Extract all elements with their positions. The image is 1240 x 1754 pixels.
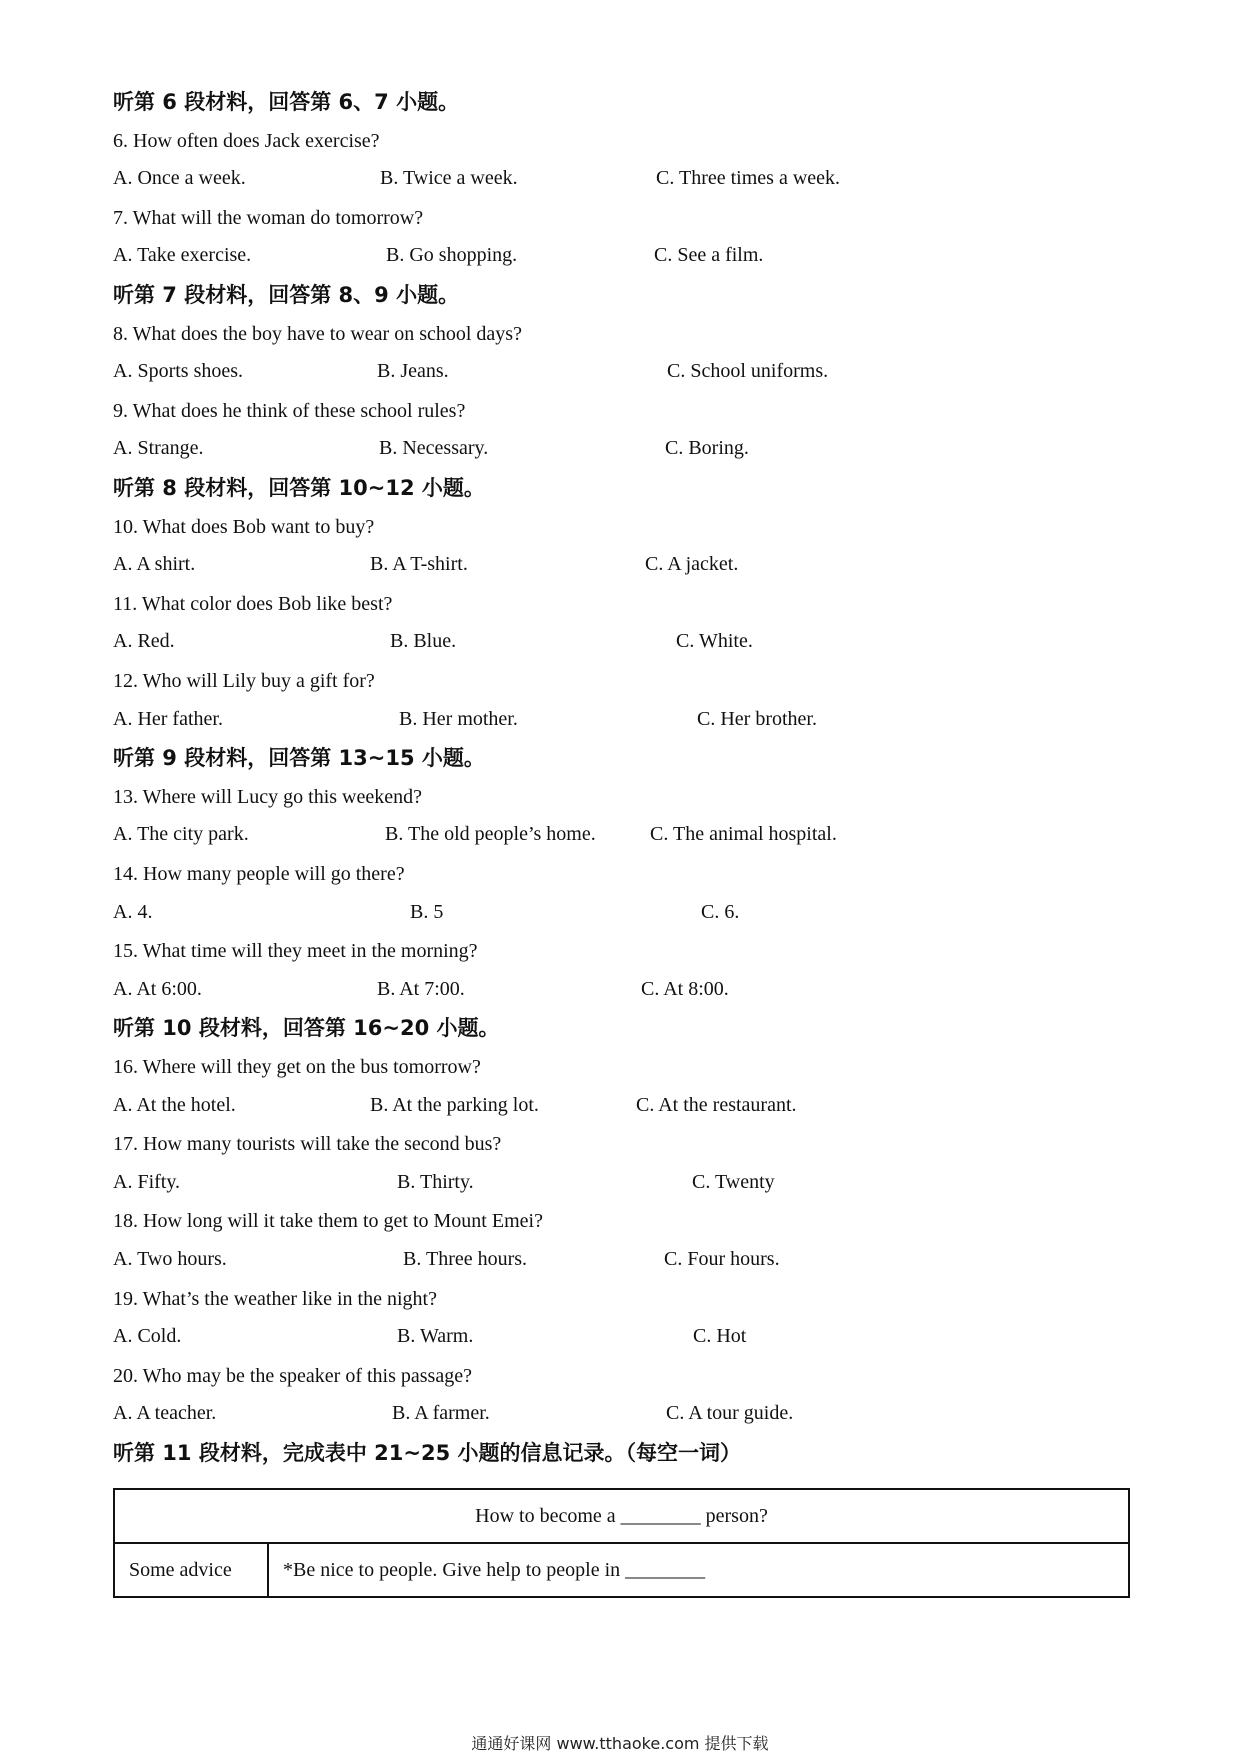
question-text: 20. Who may be the speaker of this passage?: [113, 1364, 472, 1387]
answer-option-a: A. Cold.: [113, 1325, 182, 1348]
answer-options: [0, 823, 1240, 847]
question-text: 14. How many people will go there?: [113, 863, 405, 885]
answer-option-b: B. Thirty.: [397, 1170, 474, 1193]
answer-option-b: B. Three hours.: [403, 1248, 528, 1270]
answer-option-c: C. Twenty: [692, 1170, 775, 1193]
answer-option-a: A. Sports shoes.: [113, 360, 244, 383]
answer-option-c: C. Boring.: [665, 437, 749, 460]
answer-option-c: C. Her brother.: [697, 707, 817, 730]
record-table-row-text: *Be nice to people. Give help to people in ________: [268, 1543, 1129, 1597]
answer-options: [0, 167, 1240, 191]
answer-option-b: B. Jeans.: [377, 360, 449, 383]
answer-option-b: B. At 7:00.: [377, 977, 465, 1000]
answer-option-a: A. Once a week.: [113, 167, 246, 190]
answer-option-a: A. Her father.: [113, 707, 223, 730]
answer-options: [0, 360, 1240, 384]
answer-option-b: B. At the parking lot.: [370, 1093, 539, 1116]
answer-option-b: B. Twice a week.: [380, 167, 518, 190]
answer-option-b: B. Go shopping.: [386, 244, 518, 267]
question-text: 17. How many tourists will take the second bus?: [113, 1133, 502, 1156]
answer-option-b: B. The old people’s home.: [385, 823, 596, 846]
answer-option-c: C. At the restaurant.: [636, 1093, 797, 1116]
answer-option-c: C. Three times a week.: [656, 167, 841, 190]
answer-option-b: B. Blue.: [390, 630, 457, 653]
answer-option-c: C. Hot: [693, 1325, 747, 1348]
answer-option-a: A. Take exercise.: [113, 244, 252, 267]
answer-options: [0, 1248, 1240, 1272]
answer-option-c: C. See a film.: [654, 244, 764, 267]
answer-option-c: C. Four hours.: [664, 1248, 780, 1270]
answer-option-a: A. A teacher.: [113, 1402, 217, 1425]
answer-option-c: C. School uniforms.: [667, 360, 829, 383]
section-header: 听第 9 段材料，回答第 13~15 小题。: [113, 746, 485, 771]
section-header: 听第 7 段材料，回答第 8、9 小题。: [113, 283, 460, 307]
answer-options: [0, 553, 1240, 577]
answer-options: [0, 244, 1240, 268]
answer-option-b: B. Warm.: [397, 1325, 474, 1348]
record-table-title: How to become a ________ person?: [114, 1489, 1129, 1543]
answer-option-b: B. Her mother.: [399, 707, 518, 730]
question-text: 10. What does Bob want to buy?: [113, 515, 375, 538]
question-text: 11. What color does Bob like best?: [113, 592, 393, 615]
question-text: 19. What’s the weather like in the night?: [113, 1287, 437, 1310]
question-text: 13. Where will Lucy go this weekend?: [113, 785, 422, 808]
answer-options: [0, 1171, 1240, 1195]
section-header: 听第 8 段材料，回答第 10~12 小题。: [113, 476, 485, 500]
answer-option-a: A. The city park.: [113, 823, 249, 846]
answer-options: [0, 437, 1240, 461]
answer-option-a: A. 4.: [113, 900, 153, 923]
record-table-row-label: Some advice: [114, 1543, 268, 1597]
answer-options: [0, 1325, 1240, 1349]
answer-option-c: C. 6.: [701, 900, 740, 923]
answer-options: [0, 978, 1240, 1002]
question-text: 9. What does he think of these school rules?: [113, 399, 466, 422]
answer-option-a: A. A shirt.: [113, 553, 196, 576]
answer-option-c: C. A jacket.: [645, 553, 739, 576]
answer-option-b: B. Necessary.: [379, 437, 489, 460]
answer-option-c: C. White.: [676, 630, 753, 653]
answer-option-c: C. A tour guide.: [666, 1402, 794, 1425]
section-header: 听第 6 段材料，回答第 6、7 小题。: [113, 90, 460, 114]
answer-option-b: B. 5: [410, 900, 444, 923]
answer-option-a: A. At 6:00.: [113, 977, 202, 1000]
answer-option-b: B. A T-shirt.: [370, 553, 468, 576]
section-header: 听第 11 段材料，完成表中 21~25 小题的信息记录。（每空一词）: [113, 1441, 742, 1465]
footer-watermark: 通通好课网 www.tthaoke.com 提供下载: [471, 1734, 769, 1753]
record-table: [113, 1488, 1130, 1598]
answer-options: [0, 1094, 1240, 1118]
question-text: 12. Who will Lily buy a gift for?: [113, 670, 375, 692]
answer-option-a: A. Two hours.: [113, 1248, 227, 1270]
answer-options: [0, 630, 1240, 654]
answer-option-a: A. At the hotel.: [113, 1093, 236, 1116]
answer-options: [0, 708, 1240, 732]
section-header: 听第 10 段材料，回答第 16~20 小题。: [113, 1016, 500, 1041]
question-text: 16. Where will they get on the bus tomorrow?: [113, 1056, 481, 1078]
answer-option-c: C. The animal hospital.: [650, 823, 837, 846]
answer-options: [0, 1402, 1240, 1426]
answer-option-c: C. At 8:00.: [641, 977, 729, 1000]
question-text: 18. How long will it take them to get to Mount Emei?: [113, 1210, 543, 1233]
answer-option-a: A. Strange.: [113, 437, 204, 460]
question-text: 8. What does the boy have to wear on school days?: [113, 322, 522, 345]
question-text: 7. What will the woman do tomorrow?: [113, 206, 424, 229]
answer-option-b: B. A farmer.: [392, 1402, 490, 1425]
question-text: 6. How often does Jack exercise?: [113, 129, 380, 152]
answer-option-a: A. Fifty.: [113, 1170, 181, 1193]
question-text: 15. What time will they meet in the morning?: [113, 940, 478, 963]
answer-options: [0, 901, 1240, 925]
answer-option-a: A. Red.: [113, 630, 175, 653]
